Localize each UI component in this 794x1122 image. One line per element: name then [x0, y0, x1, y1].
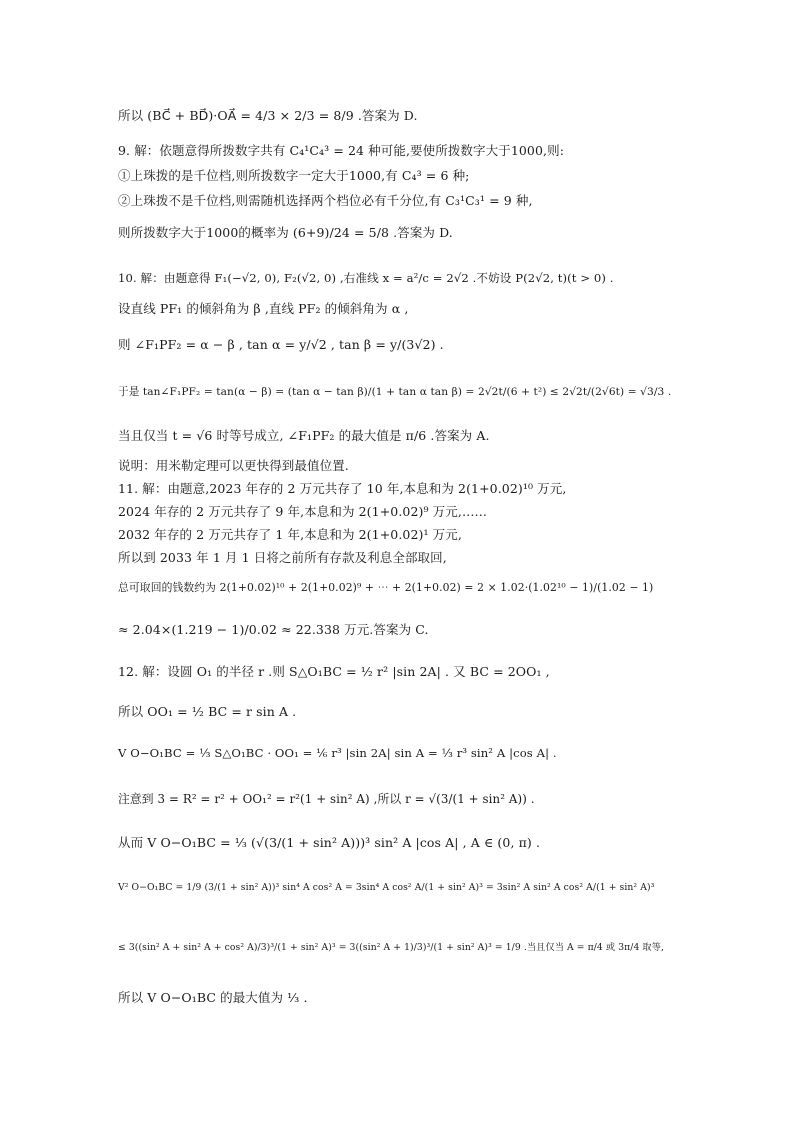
text-line: ≤ 3((sin² A + sin² A + cos² A)/3)³/(1 + sin² A)³ = 3((sin² A + 1)/3)³/(1 + sin² A)³ = 1/9 .当且仅当 A = π/4 或 3π/4 取等,: [118, 942, 665, 953]
text-line: 11. 解：由题意,2023 年存的 2 万元共存了 10 年,本息和为 2(1+0.02)¹⁰ 万元,: [118, 481, 567, 496]
text-line: 从而 V O−O₁BC = ⅓ (√(3/(1 + sin² A)))³ sin² A |cos A| , A ∈ (0, π) .: [118, 835, 541, 850]
text-line: 设直线 PF₁ 的倾斜角为 β ,直线 PF₂ 的倾斜角为 α ,: [118, 301, 409, 316]
text-line: 则所拨数字大于1000的概率为 (6+9)/24 = 5/8 .答案为 D.: [118, 225, 453, 240]
text-line: 说明：用米勒定理可以更快得到最值位置.: [118, 458, 349, 473]
text-line: 所以 (BC⃗ + BD⃗)·OA⃗ = 4/3 × 2/3 = 8/9 .答案为 D.: [118, 108, 418, 123]
text-line: ②上珠拨不是千位档,则需随机选择两个档位必有千分位,有 C₃¹C₃¹ = 9 种,: [118, 193, 533, 208]
text-line: 注意到 3 = R² = r² + OO₁² = r²(1 + sin² A) ,所以 r = √(3/(1 + sin² A)) .: [118, 792, 535, 806]
text-line: V² O−O₁BC = 1/9 (3/(1 + sin² A))³ sin⁴ A cos² A = 3sin⁴ A cos² A/(1 + sin² A)³ = 3sin² A sin² A cos² A/(1 + sin² A)³: [118, 882, 655, 893]
text-line: ①上珠拨的是千位档,则所拨数字一定大于1000,有 C₄³ = 6 种;: [118, 168, 470, 183]
text-line: 则 ∠F₁PF₂ = α − β , tan α = y/√2 , tan β = y/(3√2) .: [118, 337, 444, 352]
text-line: 2032 年存的 2 万元共存了 1 年,本息和为 2(1+0.02)¹ 万元,: [118, 527, 462, 542]
text-line: 所以到 2033 年 1 月 1 日将之前所有存款及利息全部取回,: [118, 550, 447, 565]
text-line: 12. 解：设圆 O₁ 的半径 r .则 S△O₁BC = ½ r² |sin 2A| . 又 BC = 2OO₁ ,: [118, 664, 550, 679]
text-line: 2024 年存的 2 万元共存了 9 年,本息和为 2(1+0.02)⁹ 万元,……: [118, 504, 488, 519]
text-line: 于是 tan∠F₁PF₂ = tan(α − β) = (tan α − tan β)/(1 + tan α tan β) = 2√2t/(6 + t²) ≤ 2√2t/(2√6t) = √3/3 .: [118, 386, 672, 398]
text-line: 9. 解：依题意得所拨数字共有 C₄¹C₄³ = 24 种可能,要使所拨数字大于1000,则:: [118, 143, 565, 158]
text-line: 总可取回的钱数约为 2(1+0.02)¹⁰ + 2(1+0.02)⁹ + ⋯ + 2(1+0.02) = 2 × 1.02·(1.02¹⁰ − 1)/(1.02 − 1): [118, 581, 654, 594]
text-line: 所以 V O−O₁BC 的最大值为 ⅓ .: [118, 990, 308, 1005]
text-line: 10. 解：由题意得 F₁(−√2, 0), F₂(√2, 0) ,右准线 x = a²/c = 2√2 .不妨设 P(2√2, t)(t > 0) .: [118, 271, 614, 285]
text-line: ≈ 2.04×(1.219 − 1)/0.02 ≈ 22.338 万元.答案为 C.: [118, 622, 429, 637]
text-line: V O−O₁BC = ⅓ S△O₁BC · OO₁ = ⅙ r³ |sin 2A| sin A = ⅓ r³ sin² A |cos A| .: [118, 746, 557, 760]
text-line: 所以 OO₁ = ½ BC = r sin A .: [118, 704, 297, 719]
text-line: 当且仅当 t = √6 时等号成立, ∠F₁PF₂ 的最大值是 π/6 .答案为 A.: [118, 428, 490, 443]
